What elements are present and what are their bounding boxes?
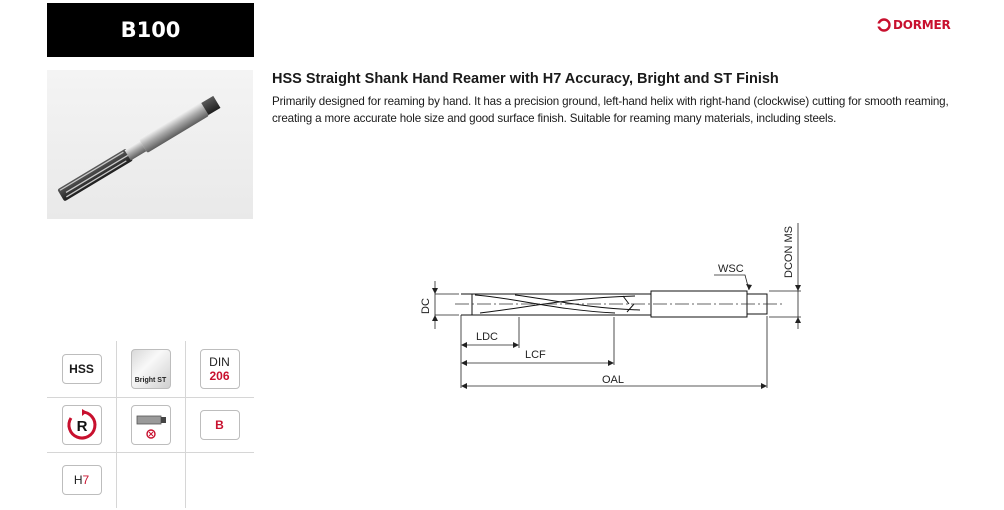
tolerance-number: 7	[82, 472, 90, 487]
right-hand-rotation-icon	[66, 409, 98, 441]
tolerance-letter: H	[73, 472, 83, 487]
brand-name: DORMER	[893, 18, 951, 32]
reamer-photo	[47, 70, 253, 219]
product-code: B100	[120, 18, 181, 42]
type-label: B	[215, 417, 224, 432]
ldc-label: LDC	[476, 331, 499, 343]
finish-label: Bright ST	[134, 376, 167, 384]
type-badge	[200, 410, 240, 440]
wsc-label: WSC	[718, 263, 744, 275]
cell-shank	[116, 397, 185, 452]
material-badge	[62, 354, 102, 384]
dc-label: DC	[420, 298, 432, 314]
cell-standard	[185, 341, 254, 396]
cell-type	[185, 397, 254, 452]
cell-finish	[116, 341, 185, 396]
shank-badge	[131, 405, 171, 445]
oal-label: OAL	[602, 374, 625, 386]
standard-badge	[200, 349, 240, 389]
product-code-header	[47, 3, 254, 57]
product-title: HSS Straight Shank Hand Reamer with H7 Accuracy, Bright and ST Finish	[272, 71, 779, 87]
technical-drawing	[415, 218, 805, 398]
straight-shank-icon	[134, 408, 168, 442]
standard-name: DIN	[209, 354, 230, 369]
standard-number: 206	[209, 368, 230, 383]
tolerance-badge	[62, 465, 102, 495]
rotation-badge	[62, 405, 102, 445]
material-label: HSS	[69, 361, 94, 376]
rotation-letter: R	[76, 417, 87, 435]
dcon-ms-label: DCON MS	[783, 226, 795, 278]
brand-logo	[877, 16, 951, 34]
attribute-icon-grid	[47, 341, 254, 508]
product-description: Primarily designed for reaming by hand. It has a precision ground, left-hand helix with right-hand (clockwise) cutting for smooth reaming, creating a more accurate hole size and good surface finish. Suitable for reaming many materials, including steels.	[272, 95, 949, 125]
lcf-label: LCF	[525, 349, 546, 361]
cell-rotation	[47, 397, 116, 452]
dormer-logo-icon	[877, 18, 891, 32]
cell-tolerance	[47, 452, 116, 507]
cell-material	[47, 341, 116, 396]
finish-badge	[131, 349, 171, 389]
